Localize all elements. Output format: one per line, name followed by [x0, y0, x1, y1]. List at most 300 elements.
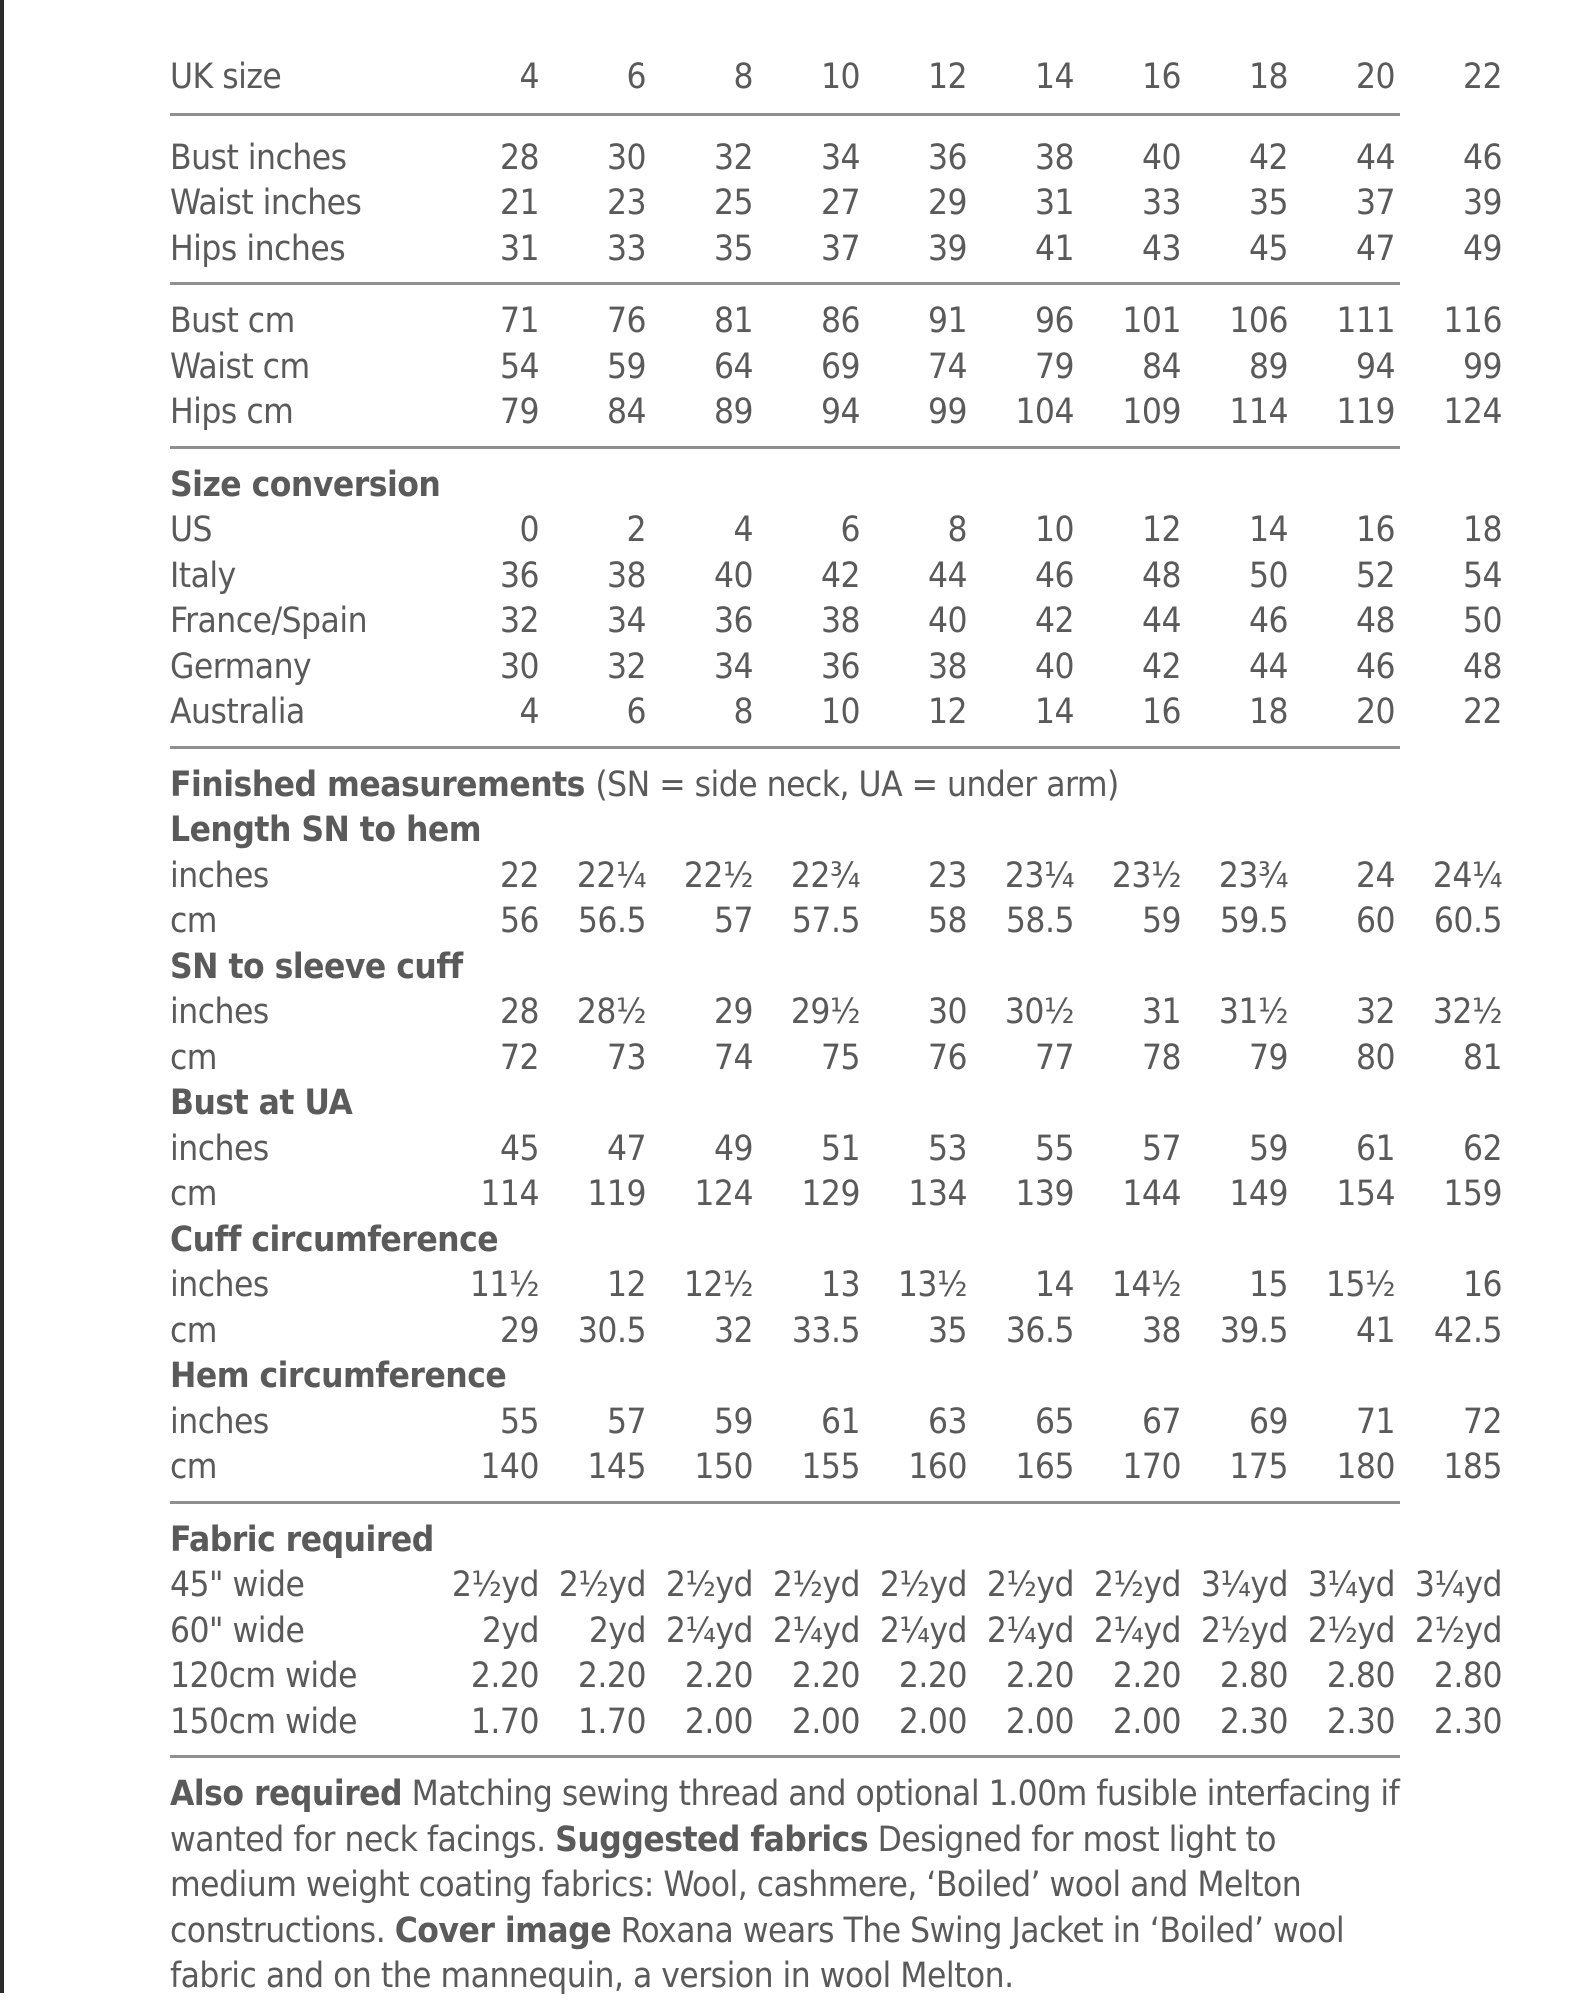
value-cell: 32 — [1355, 992, 1395, 1032]
value-cell: 71 — [1355, 1401, 1395, 1442]
value-cell: 39 — [927, 228, 967, 269]
finished-measurements-title: Finished measurements — [170, 764, 585, 805]
value-cell: 2.20 — [1112, 1656, 1181, 1696]
value-cell: 2.00 — [684, 1701, 753, 1742]
value-cell: 63 — [927, 1401, 967, 1442]
value-cell: 2½yd — [665, 1565, 753, 1605]
value-cell: 16 — [1141, 692, 1181, 732]
row-label: Australia — [170, 692, 305, 732]
value-cell: 10 — [820, 692, 860, 732]
value-cell: 94 — [820, 392, 860, 432]
value-cell: 22¾ — [790, 855, 860, 896]
value-cell: 69 — [1248, 1401, 1288, 1442]
row-values — [400, 1309, 1502, 1355]
value-cell: 14 — [1248, 510, 1288, 550]
value-cell: 2yd — [588, 1610, 646, 1651]
value-cell: 35 — [1248, 183, 1288, 223]
row-values — [400, 181, 1502, 227]
value-cell: 62 — [1462, 1128, 1502, 1169]
body-inches-row — [170, 181, 1502, 227]
row-values — [400, 227, 1502, 273]
row-values — [400, 1609, 1502, 1655]
fabric-row — [170, 1609, 1502, 1655]
divider — [170, 282, 1400, 285]
value-cell: 45 — [499, 1128, 539, 1169]
value-cell: 30 — [499, 646, 539, 687]
value-cell: 77 — [1034, 1037, 1074, 1078]
cover-image-text: Roxana wears The Swing Jacket in ‘Boiled’ wool fabric and on the mannequin, a version in wool Melton. — [170, 1910, 1345, 1996]
value-cell: 40 — [927, 601, 967, 641]
value-cell: 13½ — [897, 1265, 967, 1305]
body-inches-section — [170, 136, 1502, 273]
size-conversion-row — [170, 645, 1502, 691]
value-cell: 72 — [499, 1037, 539, 1078]
value-cell: 71 — [499, 301, 539, 341]
row-label: France/Spain — [170, 601, 368, 641]
value-cell: 150 — [694, 1447, 753, 1487]
row-label: 60" wide — [170, 1610, 305, 1651]
value-cell: 10 — [1034, 510, 1074, 550]
value-cell: 2.20 — [898, 1656, 967, 1696]
row-values — [400, 1036, 1502, 1082]
value-cell: 61 — [820, 1401, 860, 1442]
finished-measurements-section — [170, 808, 1502, 1491]
value-cell: 149 — [1229, 1174, 1288, 1214]
value-cell: 30.5 — [577, 1310, 646, 1351]
value-cell: 96 — [1034, 301, 1074, 341]
uk-size-values — [400, 55, 1502, 101]
value-cell: 42 — [820, 555, 860, 596]
value-cell: 42 — [1141, 646, 1181, 687]
value-cell: 27 — [820, 183, 860, 223]
value-cell: 22½ — [683, 855, 753, 896]
row-label: Germany — [170, 646, 312, 687]
value-cell: 73 — [606, 1037, 646, 1078]
value-cell: 76 — [927, 1037, 967, 1078]
value-cell: 46 — [1034, 555, 1074, 596]
value-cell: 64 — [713, 346, 753, 387]
value-cell: 42.5 — [1433, 1310, 1502, 1351]
value-cell: 18 — [1248, 692, 1288, 732]
value-cell: 2.00 — [898, 1701, 967, 1742]
value-cell: 12½ — [683, 1265, 753, 1305]
value-cell: 53 — [927, 1128, 967, 1169]
measurement-group-heading: SN to sleeve cuff — [170, 946, 463, 987]
value-cell: 2½yd — [772, 1565, 860, 1605]
value-cell: 116 — [1443, 301, 1502, 341]
value-cell: 6 — [840, 510, 860, 550]
value-cell: 40 — [1034, 646, 1074, 687]
value-cell: 106 — [1229, 301, 1288, 341]
value-cell: 2½yd — [986, 1565, 1074, 1605]
value-cell: 44 — [1248, 646, 1288, 687]
divider — [170, 113, 1400, 116]
value-cell: 29 — [927, 183, 967, 223]
value-cell: 32 — [606, 646, 646, 687]
value-cell: 2 — [626, 510, 646, 550]
value-cell: 79 — [1034, 346, 1074, 387]
row-values — [400, 599, 1502, 645]
value-cell: 74 — [713, 1037, 753, 1078]
row-values — [400, 899, 1502, 945]
value-cell: 24 — [1355, 855, 1395, 896]
body-cm-row — [170, 299, 1502, 345]
value-cell: 3¼yd — [1307, 1565, 1395, 1605]
value-cell: 114 — [480, 1174, 539, 1214]
value-cell: 79 — [499, 392, 539, 432]
measurement-group-heading: Hem circumference — [170, 1356, 507, 1396]
value-cell: 14 — [1034, 692, 1074, 732]
value-cell: 124 — [694, 1174, 753, 1214]
value-cell: 23¼ — [1004, 855, 1074, 896]
uk-size-cell: 10 — [820, 57, 860, 97]
uk-size-cell: 18 — [1248, 57, 1288, 97]
row-values — [400, 1563, 1502, 1609]
value-cell: 111 — [1336, 301, 1395, 341]
value-cell: 101 — [1122, 301, 1181, 341]
measurement-group-heading: Bust at UA — [170, 1083, 353, 1123]
value-cell: 80 — [1355, 1037, 1395, 1078]
value-cell: 145 — [587, 1447, 646, 1487]
value-cell: 180 — [1336, 1447, 1395, 1487]
also-required-label: Also required — [170, 1774, 403, 1814]
value-cell: 76 — [606, 301, 646, 341]
fabric-row — [170, 1654, 1502, 1700]
value-cell: 2½yd — [879, 1565, 967, 1605]
value-cell: 2¼yd — [986, 1610, 1074, 1651]
value-cell: 4 — [733, 510, 753, 550]
value-cell: 16 — [1462, 1265, 1502, 1305]
value-cell: 2.00 — [1005, 1701, 1074, 1742]
measurement-group — [170, 1127, 1502, 1218]
row-label: cm — [170, 1037, 217, 1078]
value-cell: 22¼ — [576, 855, 646, 896]
value-cell: 3¼yd — [1414, 1565, 1502, 1605]
value-cell: 59 — [713, 1401, 753, 1442]
row-values — [400, 1700, 1502, 1746]
value-cell: 2¼yd — [772, 1610, 860, 1651]
value-cell: 12 — [927, 692, 967, 732]
value-cell: 31½ — [1218, 992, 1288, 1032]
value-cell: 129 — [801, 1174, 860, 1214]
size-conversion-row — [170, 690, 1502, 736]
value-cell: 2¼yd — [1093, 1610, 1181, 1651]
row-values — [400, 554, 1502, 600]
uk-size-cell: 20 — [1355, 57, 1395, 97]
value-cell: 16 — [1355, 510, 1395, 550]
value-cell: 91 — [927, 301, 967, 341]
uk-size-label: UK size — [170, 57, 282, 97]
value-cell: 2½yd — [451, 1565, 539, 1605]
fabric-row — [170, 1563, 1502, 1609]
value-cell: 2.00 — [791, 1701, 860, 1742]
value-cell: 36 — [499, 555, 539, 596]
cover-image-label: Cover image — [394, 1910, 612, 1951]
row-label: inches — [170, 992, 269, 1032]
value-cell: 33 — [606, 228, 646, 269]
row-label: inches — [170, 855, 269, 896]
value-cell: 2.20 — [1005, 1656, 1074, 1696]
value-cell: 1.70 — [577, 1701, 646, 1742]
value-cell: 34 — [606, 601, 646, 641]
body-cm-row — [170, 390, 1502, 436]
value-cell: 41 — [1034, 228, 1074, 269]
value-cell: 23 — [927, 855, 967, 896]
value-cell: 35 — [927, 1310, 967, 1351]
value-cell: 57 — [713, 901, 753, 941]
measurement-row — [170, 899, 1502, 945]
value-cell: 6 — [626, 692, 646, 732]
value-cell: 14 — [1034, 1265, 1074, 1305]
value-cell: 2.20 — [684, 1656, 753, 1696]
row-label: Hips inches — [170, 228, 346, 269]
row-label: Waist inches — [170, 183, 362, 223]
measurement-row — [170, 1263, 1502, 1309]
row-values — [400, 690, 1502, 736]
value-cell: 84 — [606, 392, 646, 432]
row-label: Waist cm — [170, 346, 310, 387]
finished-measurements-subtitle: (SN = side neck, UA = under arm) — [595, 764, 1119, 805]
row-label: cm — [170, 1447, 217, 1487]
value-cell: 57.5 — [791, 901, 860, 941]
body-inches-row — [170, 136, 1502, 182]
value-cell: 42 — [1248, 137, 1288, 178]
value-cell: 78 — [1141, 1037, 1181, 1078]
value-cell: 2.80 — [1326, 1656, 1395, 1696]
value-cell: 59.5 — [1219, 901, 1288, 941]
value-cell: 23¾ — [1218, 855, 1288, 896]
measurement-row — [170, 1172, 1502, 1218]
row-label: Bust inches — [170, 137, 347, 178]
value-cell: 34 — [820, 137, 860, 178]
value-cell: 3¼yd — [1200, 1565, 1288, 1605]
value-cell: 14½ — [1111, 1265, 1181, 1305]
value-cell: 33 — [1141, 183, 1181, 223]
measurement-row — [170, 1309, 1502, 1355]
value-cell: 37 — [1355, 183, 1395, 223]
measurement-group — [170, 1400, 1502, 1491]
value-cell: 2.80 — [1219, 1656, 1288, 1696]
value-cell: 12 — [606, 1265, 646, 1305]
divider — [170, 746, 1400, 749]
value-cell: 72 — [1462, 1401, 1502, 1442]
row-label: cm — [170, 1174, 217, 1214]
suggested-fabrics-text: Designed for most light to medium weight coating fabrics: Wool, cashmere, ‘Boiled’ wool and Melton constructions. — [170, 1819, 1302, 1951]
row-label: inches — [170, 1128, 269, 1169]
value-cell: 44 — [927, 555, 967, 596]
value-cell: 0 — [519, 510, 539, 550]
value-cell: 12 — [1141, 510, 1181, 550]
value-cell: 29½ — [790, 992, 860, 1032]
value-cell: 109 — [1122, 392, 1181, 432]
uk-size-cell: 12 — [927, 57, 967, 97]
value-cell: 29 — [499, 1310, 539, 1351]
value-cell: 134 — [908, 1174, 967, 1214]
value-cell: 2¼yd — [879, 1610, 967, 1651]
uk-size-cell: 16 — [1141, 57, 1181, 97]
value-cell: 38 — [927, 646, 967, 687]
size-conversion-row — [170, 599, 1502, 645]
value-cell: 47 — [606, 1128, 646, 1169]
value-cell: 38 — [606, 555, 646, 596]
value-cell: 32 — [499, 601, 539, 641]
row-values — [400, 390, 1502, 436]
value-cell: 48 — [1462, 646, 1502, 687]
measurement-group — [170, 990, 1502, 1081]
value-cell: 81 — [713, 301, 753, 341]
value-cell: 124 — [1443, 392, 1502, 432]
measurement-row — [170, 990, 1502, 1036]
value-cell: 46 — [1355, 646, 1395, 687]
row-values — [400, 345, 1502, 391]
value-cell: 37 — [820, 228, 860, 269]
value-cell: 42 — [1034, 601, 1074, 641]
value-cell: 2.30 — [1433, 1701, 1502, 1742]
uk-size-cell: 6 — [626, 57, 646, 97]
row-values — [400, 1263, 1502, 1309]
value-cell: 2½yd — [558, 1565, 646, 1605]
value-cell: 38 — [1034, 137, 1074, 178]
value-cell: 165 — [1015, 1447, 1074, 1487]
value-cell: 31 — [1034, 183, 1074, 223]
value-cell: 58.5 — [1005, 901, 1074, 941]
value-cell: 29 — [713, 992, 753, 1032]
value-cell: 8 — [947, 510, 967, 550]
value-cell: 40 — [1141, 137, 1181, 178]
uk-size-cell: 8 — [733, 57, 753, 97]
value-cell: 2.80 — [1433, 1656, 1502, 1696]
uk-size-header-row — [170, 55, 1502, 101]
value-cell: 30 — [606, 137, 646, 178]
value-cell: 89 — [713, 392, 753, 432]
measurement-group-heading: Length SN to hem — [170, 810, 482, 850]
value-cell: 69 — [820, 346, 860, 387]
value-cell: 32 — [713, 1310, 753, 1351]
value-cell: 2½yd — [1200, 1610, 1288, 1651]
value-cell: 2yd — [481, 1610, 539, 1651]
row-values — [400, 136, 1502, 182]
divider — [170, 1755, 1400, 1758]
size-conversion-row — [170, 508, 1502, 554]
row-values — [400, 1445, 1502, 1491]
value-cell: 28½ — [576, 992, 646, 1032]
value-cell: 75 — [820, 1037, 860, 1078]
row-label: US — [170, 510, 213, 550]
value-cell: 22 — [499, 855, 539, 896]
value-cell: 2½yd — [1093, 1565, 1181, 1605]
value-cell: 2½yd — [1307, 1610, 1395, 1651]
value-cell: 21 — [499, 183, 539, 223]
value-cell: 44 — [1355, 137, 1395, 178]
value-cell: 60.5 — [1433, 901, 1502, 941]
value-cell: 48 — [1141, 555, 1181, 596]
value-cell: 15½ — [1325, 1265, 1395, 1305]
size-conversion-row — [170, 554, 1502, 600]
fabric-row — [170, 1700, 1502, 1746]
value-cell: 2.30 — [1326, 1701, 1395, 1742]
row-label: cm — [170, 1310, 217, 1351]
row-label: 150cm wide — [170, 1701, 357, 1742]
value-cell: 8 — [733, 692, 753, 732]
row-values — [400, 1400, 1502, 1446]
value-cell: 79 — [1248, 1037, 1288, 1078]
value-cell: 50 — [1248, 555, 1288, 596]
value-cell: 38 — [820, 601, 860, 641]
value-cell: 175 — [1229, 1447, 1288, 1487]
value-cell: 39.5 — [1219, 1310, 1288, 1351]
value-cell: 31 — [499, 228, 539, 269]
uk-size-cell: 22 — [1462, 57, 1502, 97]
value-cell: 36 — [713, 601, 753, 641]
value-cell: 160 — [908, 1447, 967, 1487]
uk-size-cell: 14 — [1034, 57, 1074, 97]
also-required-text: Matching sewing thread and optional 1.00m fusible interfacing if wanted for neck facings. — [170, 1774, 1400, 1860]
value-cell: 38 — [1141, 1310, 1181, 1351]
uk-size-cell: 4 — [519, 57, 539, 97]
value-cell: 44 — [1141, 601, 1181, 641]
value-cell: 54 — [499, 346, 539, 387]
value-cell: 170 — [1122, 1447, 1181, 1487]
value-cell: 59 — [1141, 901, 1181, 941]
notes-paragraph — [170, 1772, 1410, 2000]
value-cell: 28 — [499, 992, 539, 1032]
value-cell: 54 — [1462, 555, 1502, 596]
value-cell: 48 — [1355, 601, 1395, 641]
size-chart — [170, 55, 1502, 2000]
value-cell: 41 — [1355, 1310, 1395, 1351]
row-label: 120cm wide — [170, 1656, 357, 1696]
body-inches-row — [170, 227, 1502, 273]
value-cell: 34 — [713, 646, 753, 687]
value-cell: 2¼yd — [665, 1610, 753, 1651]
suggested-fabrics-label: Suggested fabrics — [555, 1819, 869, 1860]
value-cell: 13 — [820, 1265, 860, 1305]
value-cell: 55 — [499, 1401, 539, 1442]
value-cell: 25 — [713, 183, 753, 223]
value-cell: 94 — [1355, 346, 1395, 387]
measurement-group — [170, 854, 1502, 945]
value-cell: 23 — [606, 183, 646, 223]
measurement-group — [170, 1263, 1502, 1354]
measurement-row — [170, 1127, 1502, 1173]
value-cell: 59 — [1248, 1128, 1288, 1169]
value-cell: 119 — [587, 1174, 646, 1214]
value-cell: 86 — [820, 301, 860, 341]
value-cell: 57 — [606, 1401, 646, 1442]
value-cell: 1.70 — [470, 1701, 539, 1742]
body-cm-section — [170, 299, 1502, 436]
row-label: inches — [170, 1401, 269, 1442]
value-cell: 47 — [1355, 228, 1395, 269]
row-values — [400, 990, 1502, 1036]
value-cell: 20 — [1355, 692, 1395, 732]
value-cell: 2.30 — [1219, 1701, 1288, 1742]
value-cell: 67 — [1141, 1401, 1181, 1442]
value-cell: 58 — [927, 901, 967, 941]
row-values — [400, 508, 1502, 554]
value-cell: 36 — [927, 137, 967, 178]
value-cell: 159 — [1443, 1174, 1502, 1214]
value-cell: 81 — [1462, 1037, 1502, 1078]
value-cell: 2.00 — [1112, 1701, 1181, 1742]
value-cell: 104 — [1015, 392, 1074, 432]
value-cell: 23½ — [1111, 855, 1181, 896]
measurement-row — [170, 1400, 1502, 1446]
value-cell: 15 — [1248, 1265, 1288, 1305]
row-label: Bust cm — [170, 301, 295, 341]
value-cell: 46 — [1248, 601, 1288, 641]
value-cell: 99 — [927, 392, 967, 432]
